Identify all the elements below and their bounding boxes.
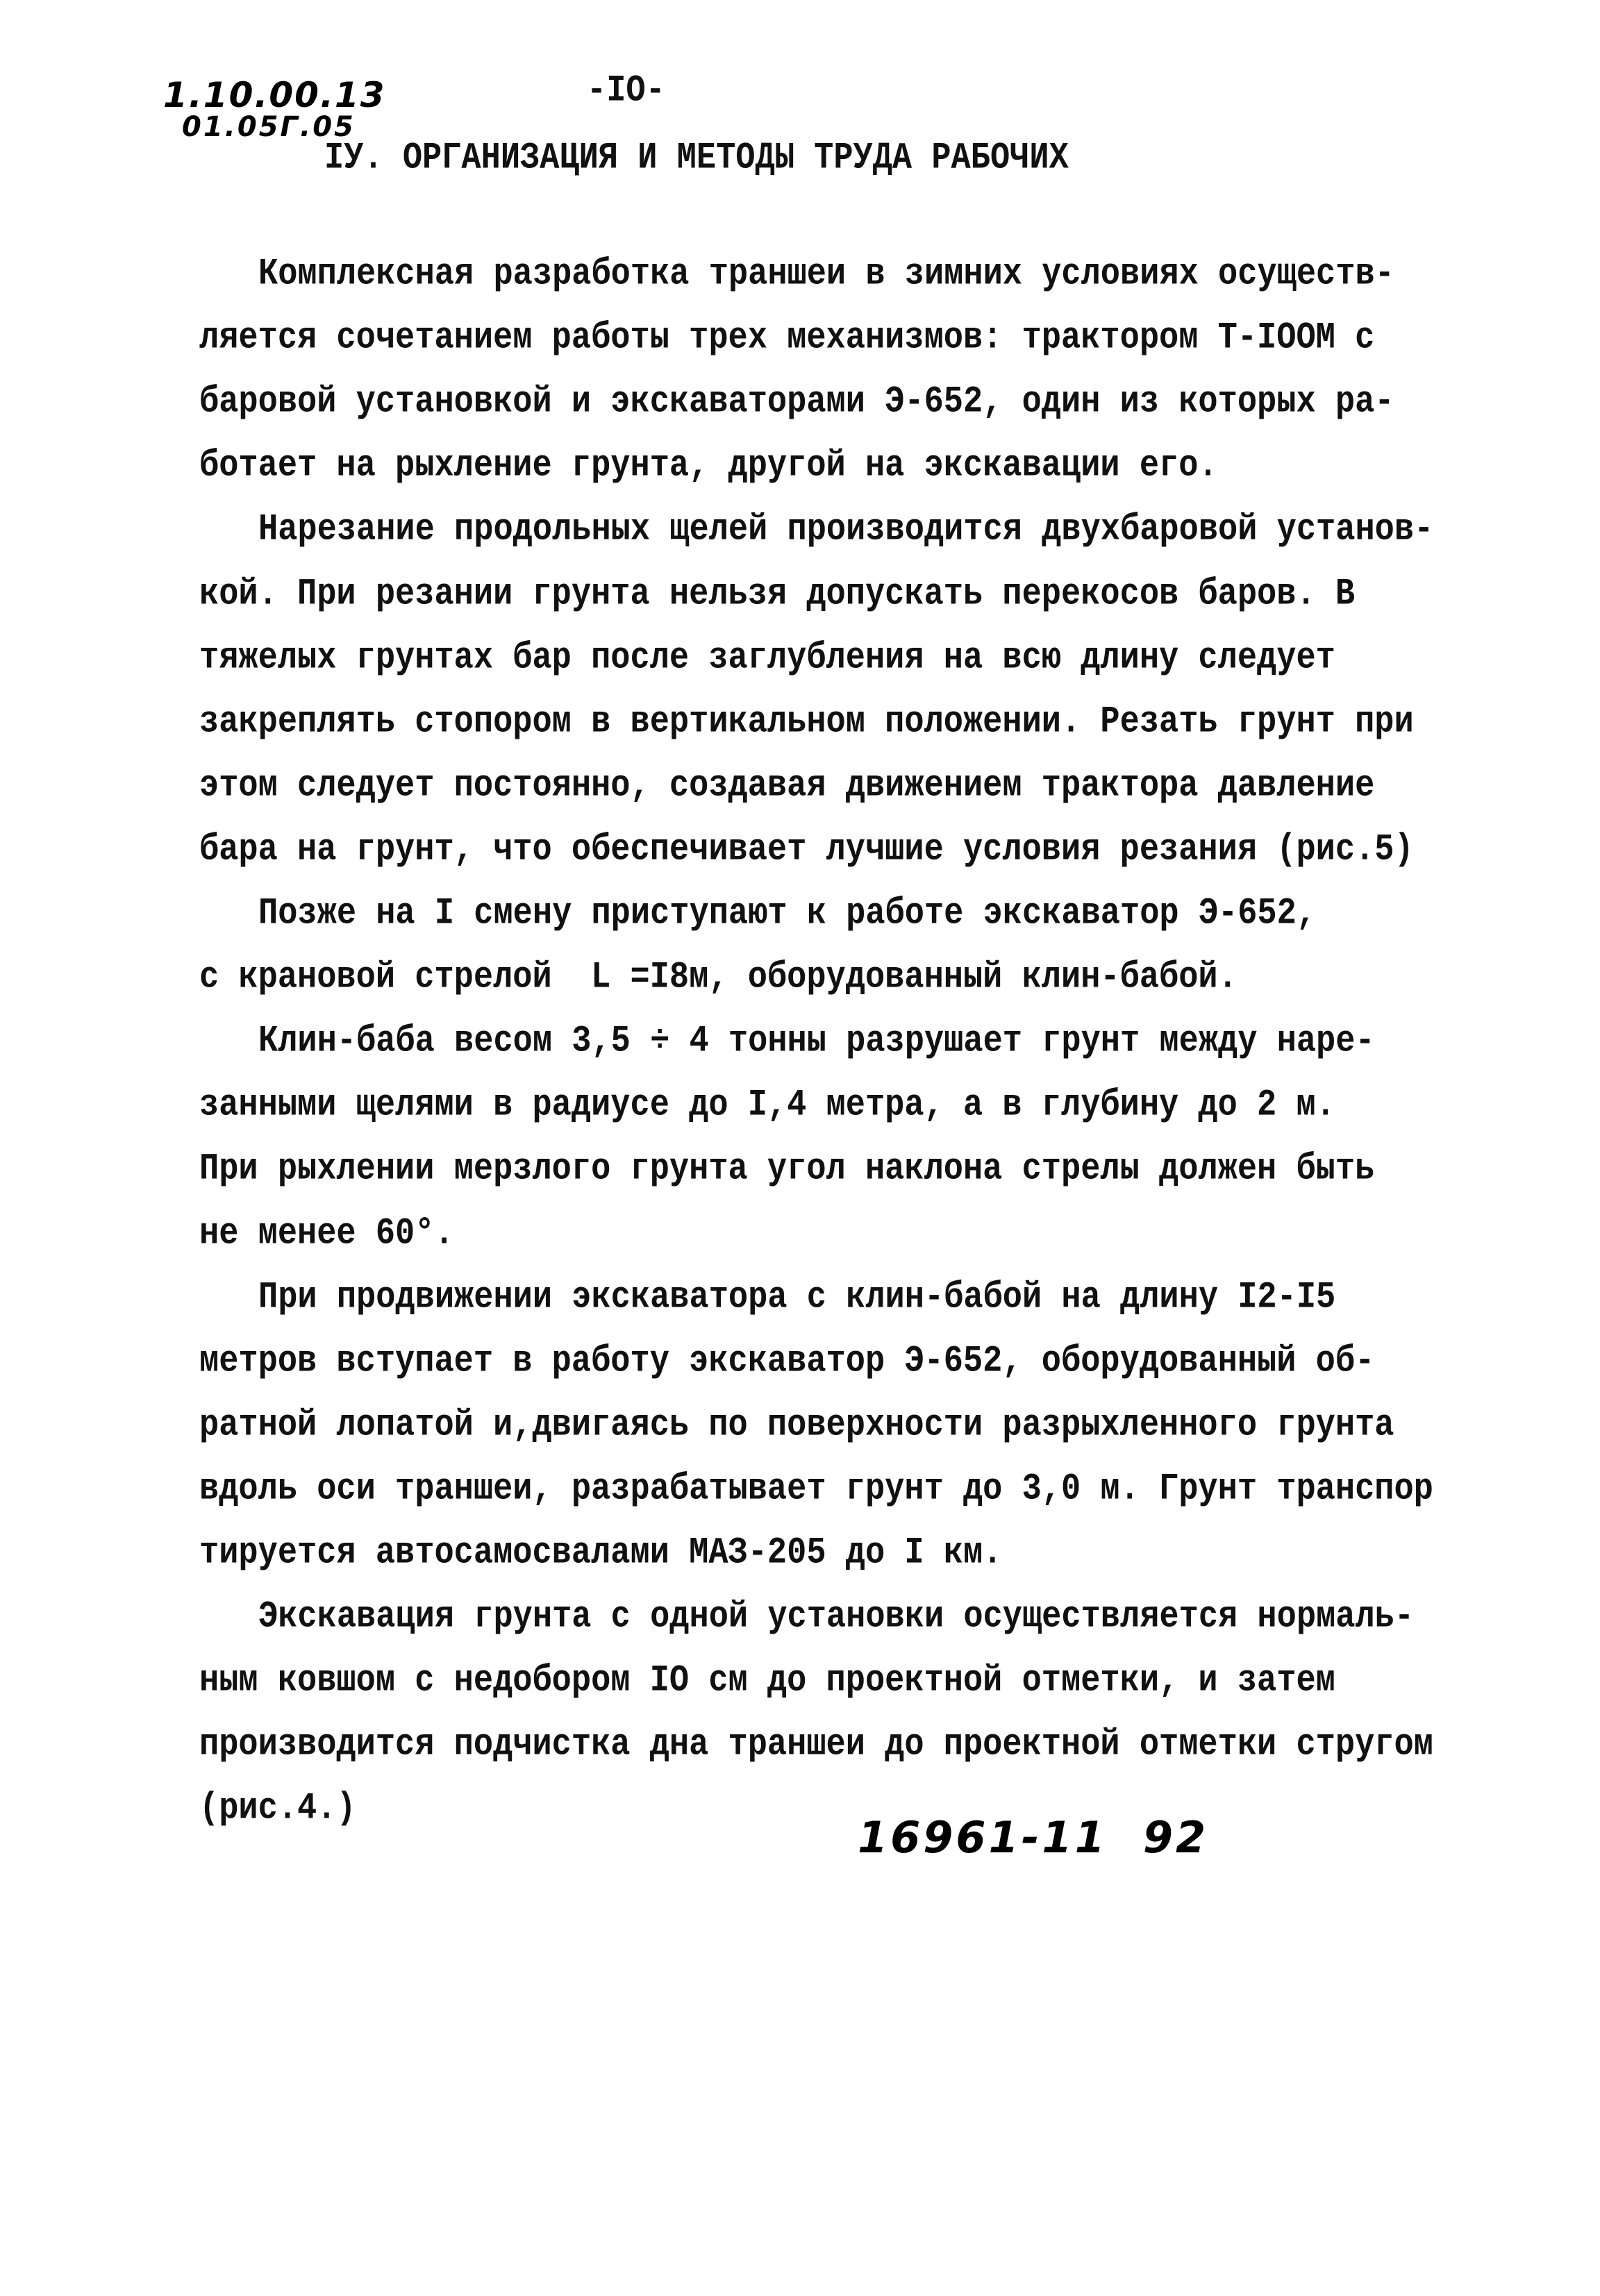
paragraph-3-line: Позже на I смену приступают к работе экскаватор Э-652, — [258, 893, 1317, 935]
page-number: -IO- — [587, 70, 665, 112]
paragraph-1-line: баровой установкой и экскаваторами Э-652, один из которых ра- — [199, 381, 1394, 424]
paragraph-5-line: тируется автосамосвалами МАЗ-205 до I км. — [199, 1532, 1003, 1575]
handwritten-inventory-number: 16961-11 92 — [858, 1812, 1209, 1863]
paragraph-6-line: (рис.4.) — [199, 1788, 356, 1831]
paragraph-2-line: закреплять стопором в вертикальном положении. Резать грунт при — [199, 701, 1414, 744]
paragraph-2-line: бара на грунт, что обеспечивает лучшие условия резания (рис.5) — [199, 828, 1414, 871]
section-title: IУ. ОРГАНИЗАЦИЯ И МЕТОДЫ ТРУДА РАБОЧИХ — [324, 137, 1069, 180]
paragraph-2-line: кой. При резании грунта нельзя допускать перекосов баров. В — [199, 573, 1356, 616]
paragraph-5-line: При продвижении экскаватора с клин-бабой на длину I2-I5 — [258, 1276, 1336, 1319]
paragraph-2-line: тяжелых грунтах бар после заглубления на всю длину следует — [199, 637, 1335, 680]
paragraph-4-line: При рыхлении мерзлого грунта угол наклона стрелы должен быть — [199, 1148, 1375, 1191]
paragraph-5-line: ратной лопатой и,двигаясь по поверхности разрыхленного грунта — [199, 1404, 1394, 1447]
paragraph-5-line: вдоль оси траншеи, разрабатывает грунт до 3,0 м. Грунт транспор — [199, 1468, 1433, 1511]
paragraph-4-line: Клин-баба весом 3,5 ÷ 4 тонны разрушает грунт между наре- — [258, 1021, 1375, 1064]
paragraph-4-line: не менее 60°. — [199, 1212, 454, 1255]
paragraph-6-line: производится подчистка дна траншеи до проектной отметки стругом — [199, 1724, 1433, 1767]
paragraph-1-line: ляется сочетанием работы трех механизмов: трактором Т-IOOМ с — [199, 317, 1375, 360]
document-code: 1.10.00.13 — [163, 75, 386, 115]
paragraph-1-line: ботает на рыхление грунта, другой на экскавации его. — [199, 445, 1218, 488]
paragraph-5-line: метров вступает в работу экскаватор Э-652, оборудованный об- — [199, 1340, 1375, 1383]
paragraph-2-line: Нарезание продольных щелей производится двухбаровой установ- — [258, 509, 1434, 552]
paragraph-6-line: Экскавация грунта с одной установки осуществляется нормаль- — [258, 1596, 1415, 1639]
paragraph-6-line: ным ковшом с недобором IO см до проектной отметки, и затем — [199, 1660, 1335, 1703]
paragraph-3-line: с крановой стрелой L =I8м, оборудованный клин-бабой. — [199, 957, 1238, 1000]
document-code-secondary: 01.05Г.05 — [182, 111, 356, 143]
paragraph-4-line: занными щелями в радиусе до I,4 метра, а в глубину до 2 м. — [199, 1084, 1335, 1128]
paragraph-1-line: Комплексная разработка траншеи в зимних условиях осуществ- — [258, 253, 1394, 296]
paragraph-2-line: этом следует постоянно, создавая движением трактора давление — [199, 764, 1375, 807]
